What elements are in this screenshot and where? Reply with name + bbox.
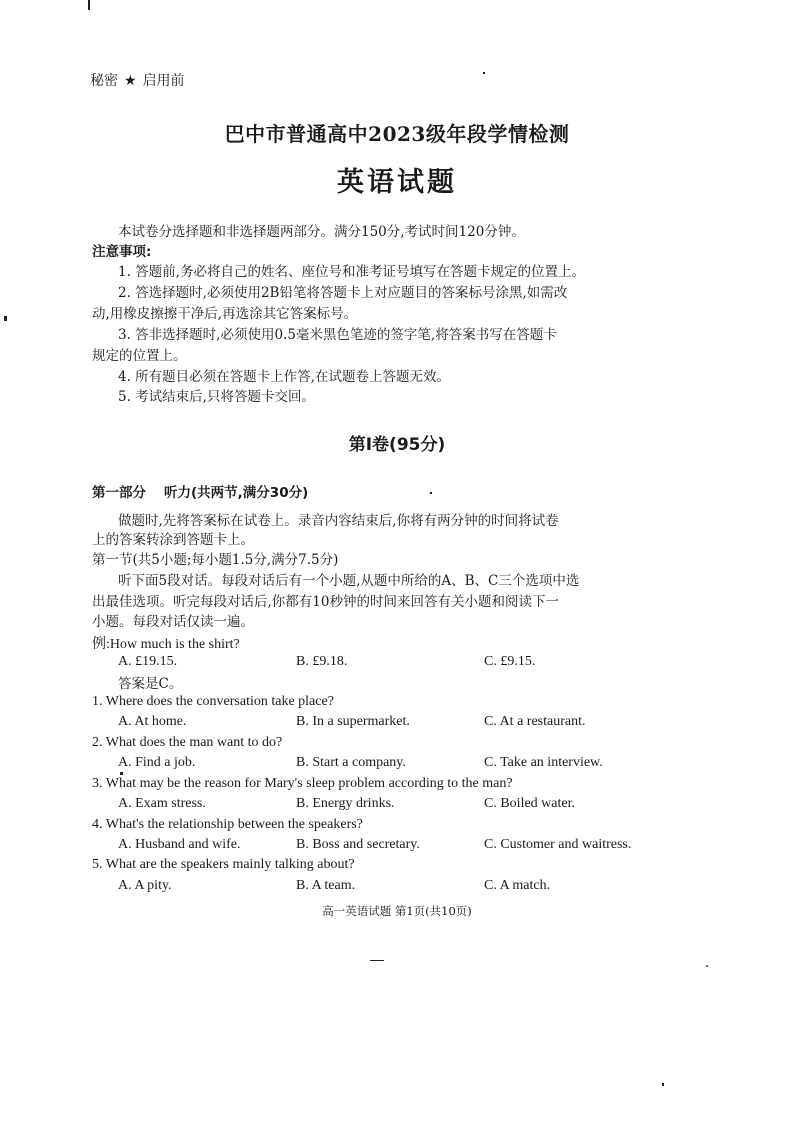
part1-instructions-cont: 上的答案转涂到答题卡上。 [92, 532, 254, 548]
question-1-option-b: B. In a supermarket. [296, 714, 410, 729]
note-item-5: 5. 考试结束后,只将答题卡交回。 [118, 389, 315, 405]
question-4-option-b: B. Boss and secretary. [296, 837, 420, 852]
example-option-a: A. £19.15. [118, 654, 178, 669]
notes-heading: 注意事项: [92, 244, 152, 260]
scan-mark [483, 72, 485, 74]
scan-mark [430, 492, 432, 494]
question-4: 4. What's the relationship between the speakers? [92, 817, 363, 832]
question-3-option-b: B. Energy drinks. [296, 796, 395, 811]
question-2-option-a: A. Find a job. [118, 755, 196, 770]
part1-instructions: 做题时,先将答案标在试卷上。录音内容结束后,你将有两分钟的时间将试卷 [118, 513, 559, 529]
star-icon: ★ [124, 73, 137, 89]
section1-instructions-cont2: 小题。每段对话仅读一遍。 [92, 614, 254, 630]
subject-title: 英语试题 [337, 167, 457, 198]
note-item-3: 3. 答非选择题时,必须使用0.5毫米黑色笔迹的签字笔,将答案书写在答题卡 [118, 327, 557, 343]
example-option-c: C. £9.15. [484, 654, 536, 669]
example-option-b: B. £9.18. [296, 654, 348, 669]
question-1-option-c: C. At a restaurant. [484, 714, 586, 729]
page-footer: 高一英语试题 第1页(共10页) [322, 904, 472, 918]
example-question: 例:How much is the shirt? [92, 637, 240, 652]
part1-heading-detail: 听力(共两节,满分30分) [164, 485, 309, 501]
note-item-2: 2. 答选择题时,必须使用2B铅笔将答题卡上对应题目的答案标号涂黑,如需改 [118, 285, 568, 301]
question-3-option-a: A. Exam stress. [118, 796, 206, 811]
question-2: 2. What does the man want to do? [92, 735, 283, 750]
question-5: 5. What are the speakers mainly talking about? [92, 857, 355, 872]
question-2-option-b: B. Start a company. [296, 755, 406, 770]
before-use-text: 启用前 [142, 73, 185, 89]
scan-mark [662, 1083, 664, 1086]
scan-mark [88, 0, 90, 10]
question-5-option-b: B. A team. [296, 878, 356, 893]
example-answer: 答案是C。 [118, 676, 183, 692]
confidential-text: 秘密 [90, 73, 118, 89]
question-3-option-c: C. Boiled water. [484, 796, 575, 811]
part1-heading [92, 484, 308, 502]
section1-heading: 第一节(共5小题;每小题1.5分,满分7.5分) [92, 552, 339, 568]
question-4-option-c: C. Customer and waitress. [484, 837, 632, 852]
note-item-1: 1. 答题前,务必将自己的姓名、座位号和准考证号填写在答题卡规定的位置上。 [118, 264, 585, 280]
question-2-option-c: C. Take an interview. [484, 755, 603, 770]
question-4-option-a: A. Husband and wife. [118, 837, 241, 852]
question-5-option-a: A. A pity. [118, 878, 172, 893]
scan-mark [370, 960, 384, 961]
question-1: 1. Where does the conversation take place? [92, 694, 334, 709]
intro-text: 本试卷分选择题和非选择题两部分。满分150分,考试时间120分钟。 [118, 224, 525, 240]
part1-heading-label: 第一部分 [92, 485, 146, 501]
question-3: 3. What may be the reason for Mary's sleep problem according to the man? [92, 776, 513, 791]
question-1-option-a: A. At home. [118, 714, 187, 729]
question-5-option-c: C. A match. [484, 878, 551, 893]
section1-instructions: 听下面5段对话。每段对话后有一个小题,从题中所给的A、B、C三个选项中选 [118, 573, 580, 589]
section1-instructions-cont: 出最佳选项。听完每段对话后,你都有10秒钟的时间来回答有关小题和阅读下一 [92, 594, 559, 610]
note-item-4: 4. 所有题目必须在答题卡上作答,在试题卷上答题无效。 [118, 369, 450, 385]
scan-mark [4, 316, 7, 321]
volume-title: 第Ⅰ卷(95分) [348, 435, 446, 455]
confidential-label [90, 70, 185, 90]
note-item-3-cont: 规定的位置上。 [92, 348, 187, 364]
note-item-2-cont: 动,用橡皮擦擦干净后,再选涂其它答案标号。 [92, 306, 358, 322]
exam-title: 巴中市普通高中2023级年段学情检测 [224, 122, 570, 146]
scan-mark [706, 965, 708, 967]
scan-mark [120, 772, 123, 775]
